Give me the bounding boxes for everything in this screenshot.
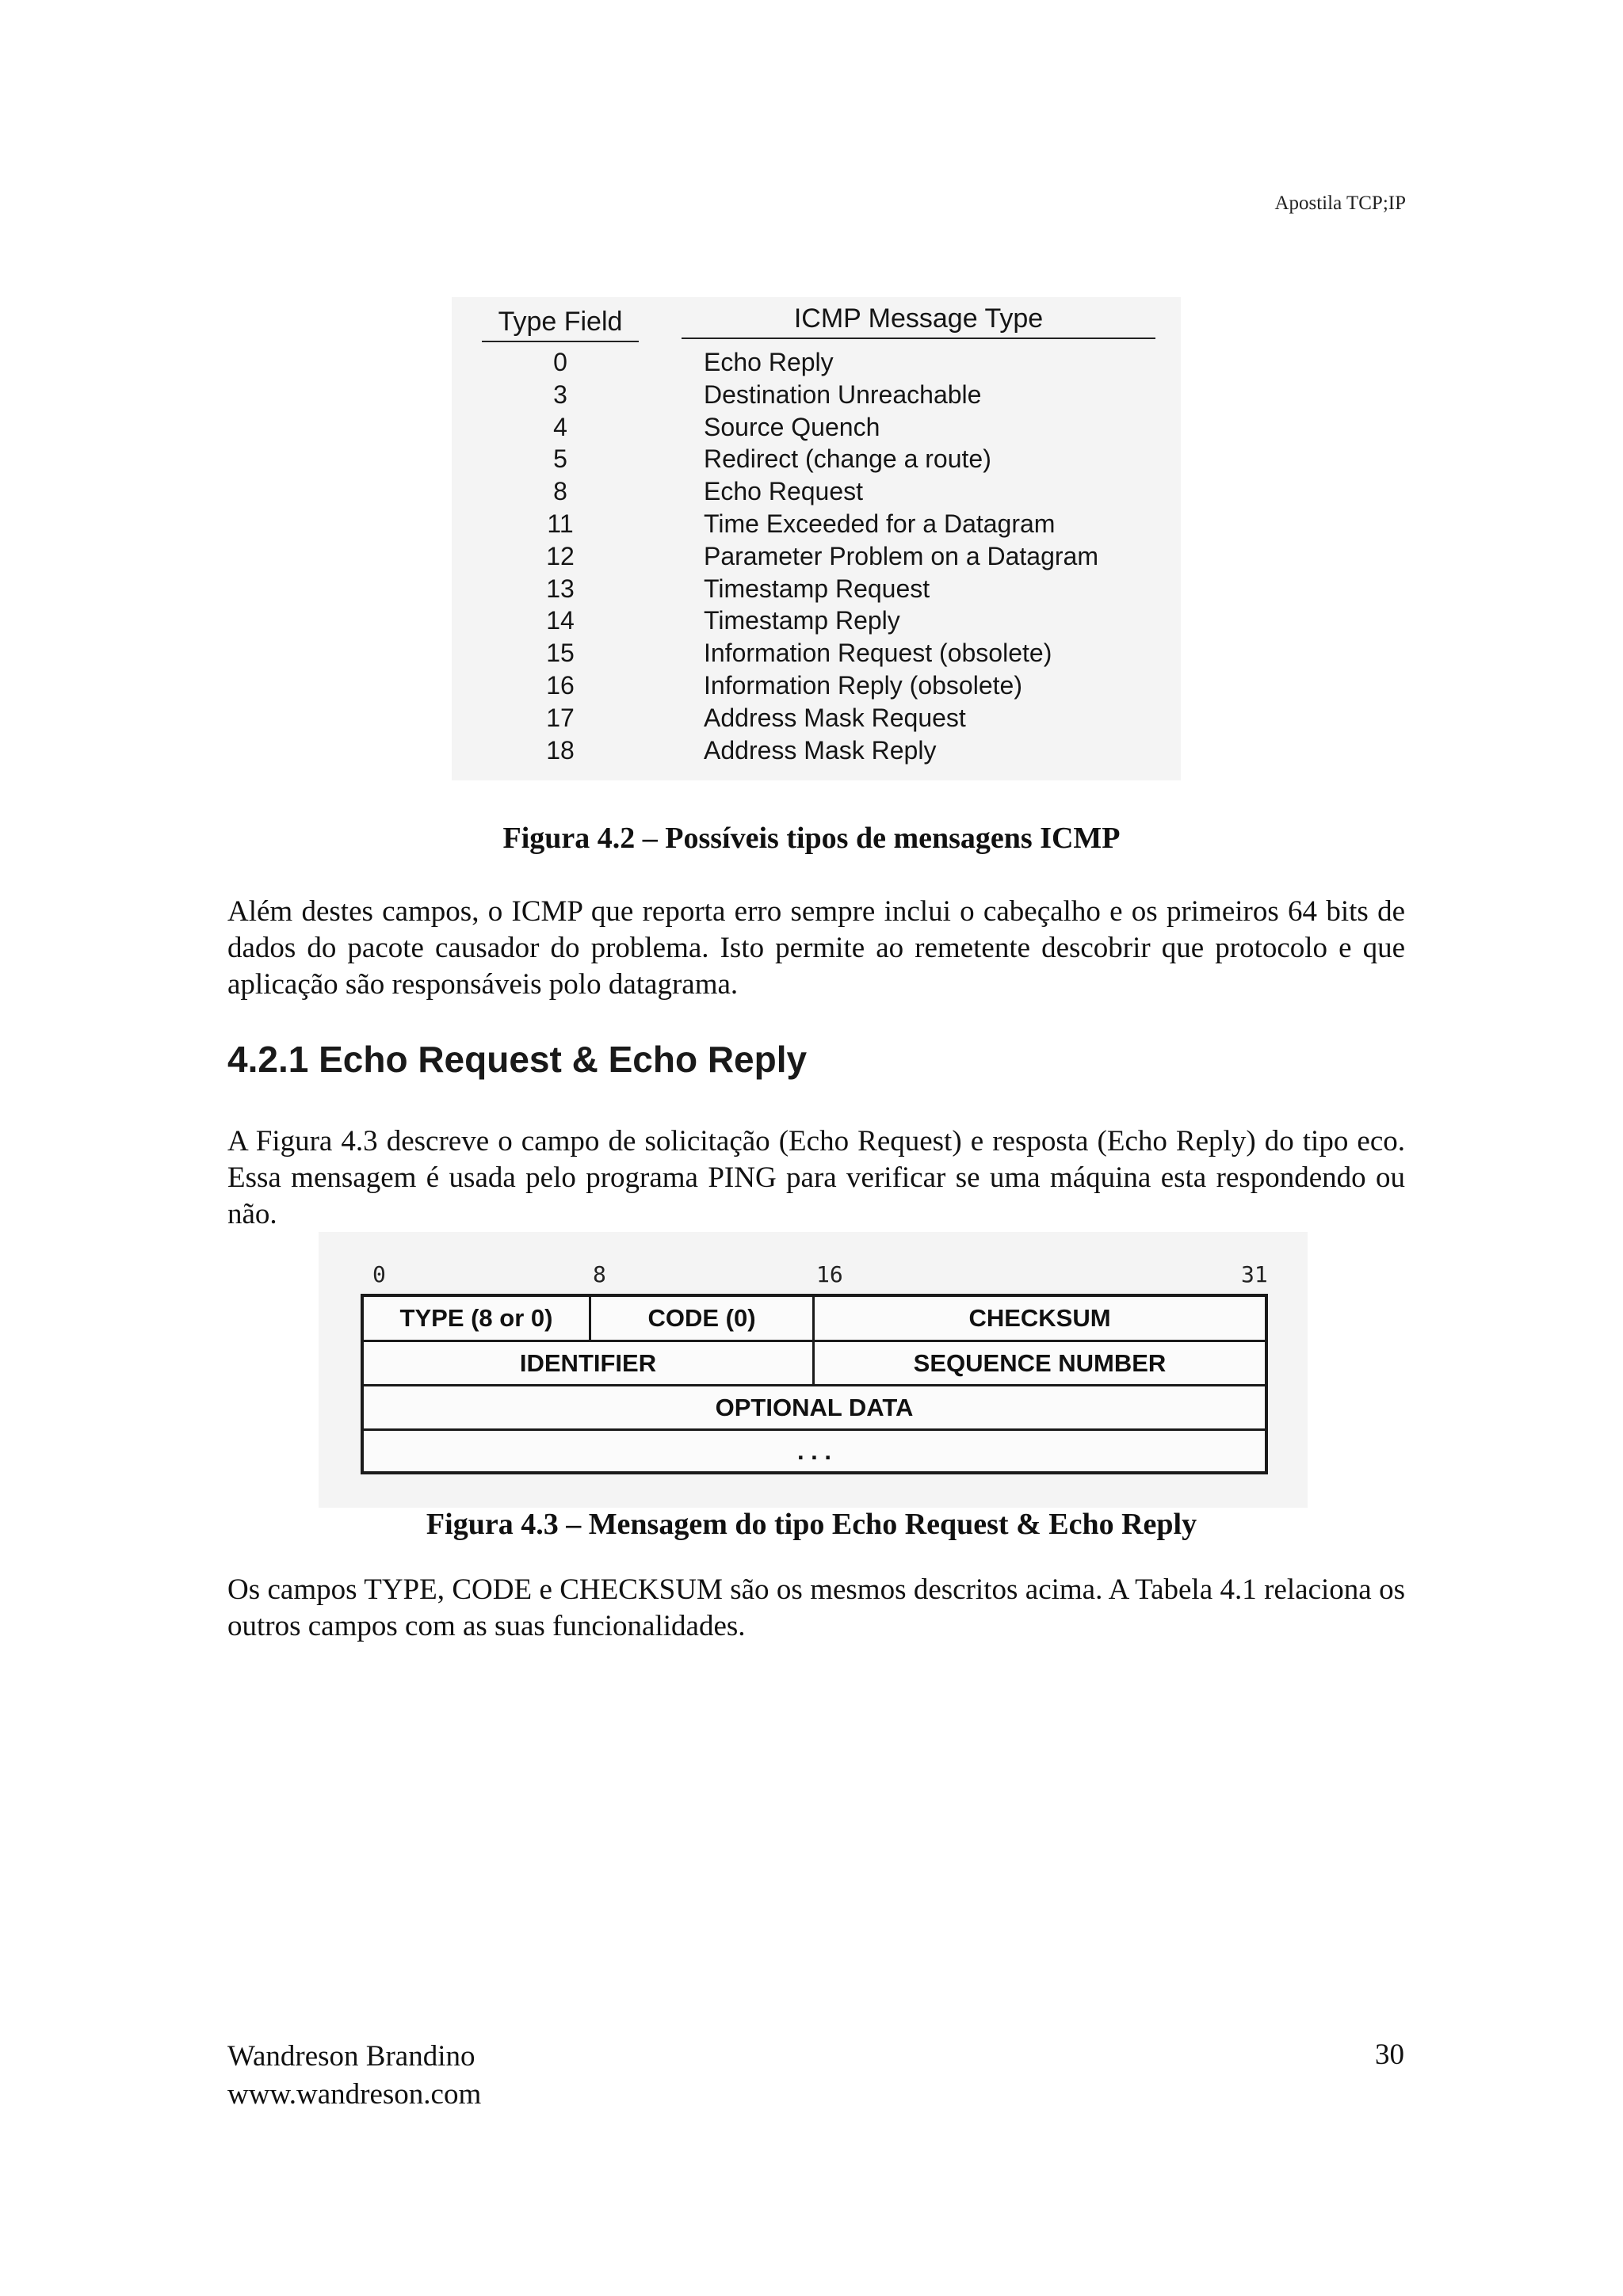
table-row [452,637,1181,669]
field-continuation-ellipsis: . . . [796,1436,832,1465]
type-value: 16 [546,670,575,700]
type-value: 3 [553,379,567,409]
running-header: Apostila TCP;IP [1274,193,1406,214]
type-value: 8 [553,477,567,506]
bit-label: 0 [372,1261,386,1287]
message-type: Address Mask Reply [704,735,937,765]
column-header-icmp-message-type: ICMP Message Type [682,303,1155,339]
packet-format-grid [361,1294,1268,1474]
message-type: Redirect (change a route) [704,444,991,474]
footer-website: www.wandreson.com [227,2078,482,2111]
table-row [452,508,1181,540]
table-row [452,443,1181,475]
message-type: Echo Request [704,477,864,506]
body-paragraph-2: A Figura 4.3 descreve o campo de solicitação (Echo Request) e resposta (Echo Reply) do tipo eco. Essa mensagem é usada pelo programa PING para verificar se uma máquina esta respondendo ou não. [227,1125,1405,1230]
field-code: CODE (0) [647,1304,756,1332]
figure-caption-4-3: Figura 4.3 – Mensagem do tipo Echo Request & Echo Reply [426,1508,1197,1541]
type-value: 18 [546,735,575,765]
message-type: Information Reply (obsolete) [704,670,1022,700]
type-value: 11 [547,509,574,538]
field-optional-data: OPTIONAL DATA [715,1393,914,1421]
column-header-type-field: Type Field [482,307,639,342]
message-type: Echo Reply [704,348,834,376]
type-value: 15 [546,639,575,668]
message-type: Address Mask Request [704,703,966,732]
footer-author: Wandreson Brandino [227,2040,475,2073]
section-heading: 4.2.1 Echo Request & Echo Reply [227,1039,808,1080]
message-type: Timestamp Reply [704,606,900,635]
bit-label: 8 [593,1261,606,1287]
field-sequence-number: SEQUENCE NUMBER [913,1348,1167,1377]
field-checksum: CHECKSUM [968,1304,1111,1332]
message-type: Destination Unreachable [704,379,982,409]
type-value: 4 [553,412,567,441]
field-identifier: IDENTIFIER [519,1348,657,1377]
figure-icmp-type-table [452,297,1181,780]
body-paragraph-3: Os campos TYPE, CODE e CHECKSUM são os mesmos descritos acima. A Tabela 4.1 relaciona os outros campos com as suas funcionalidades. [227,1573,1405,1642]
figure-caption-4-2: Figura 4.2 – Possíveis tipos de mensagens ICMP [502,822,1121,855]
body-paragraph-1: Além destes campos, o ICMP que reporta erro sempre inclui o cabeçalho e os primeiros 64 bits de dados do pacote causador do problema. Isto permite ao remetente descobrir que protocolo e que aplicação são responsáveis polo datagrama. [227,895,1405,1001]
table-row [452,379,1181,411]
icmp-type-rows [452,346,1181,766]
type-value: 0 [553,348,567,376]
figure-echo-message-diagram [319,1232,1308,1508]
message-type: Parameter Problem on a Datagram [704,541,1098,570]
message-type: Source Quench [704,412,880,441]
footer [227,2038,481,2114]
table-row [452,702,1181,734]
table-row [452,540,1181,573]
table-row [452,669,1181,702]
message-type: Information Request (obsolete) [704,639,1052,668]
type-value: 17 [546,703,575,732]
type-value: 12 [546,541,575,570]
type-value: 13 [546,574,575,603]
page-number: 30 [1375,2039,1404,2071]
table-row [452,346,1181,379]
bit-label: 16 [816,1261,843,1287]
table-row [452,573,1181,605]
table-row [452,411,1181,444]
bit-label: 31 [1241,1261,1268,1287]
message-type: Time Exceeded for a Datagram [704,509,1056,538]
type-value: 14 [546,606,575,635]
table-row [452,475,1181,508]
table-row [452,605,1181,637]
type-value: 5 [553,444,567,474]
message-type: Timestamp Request [704,574,930,603]
table-row [452,734,1181,767]
field-type: TYPE (8 or 0) [399,1304,553,1332]
